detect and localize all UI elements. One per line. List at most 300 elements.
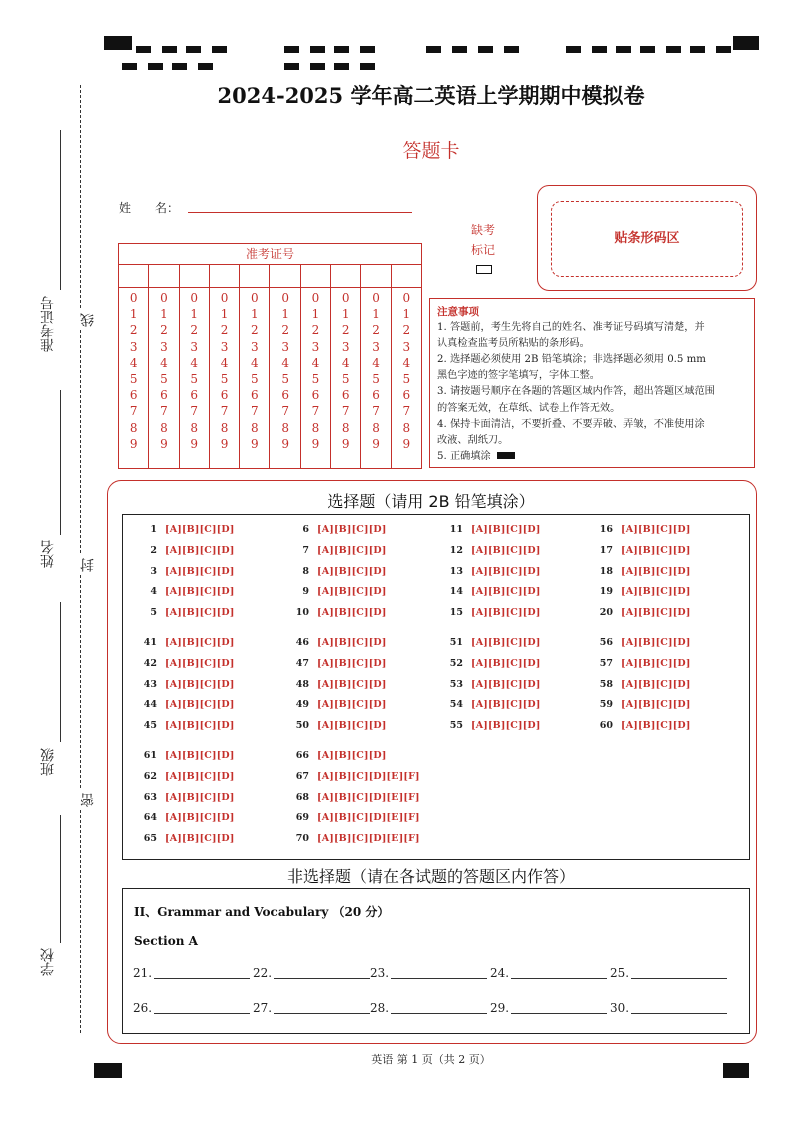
answer-options[interactable]: [A][B][C][D] xyxy=(621,607,691,619)
question-number: 20 xyxy=(599,607,613,619)
absent-mark-box[interactable] xyxy=(476,265,492,274)
blank-answer xyxy=(610,1001,727,1015)
question-number: 55 xyxy=(449,720,463,732)
exam-id-digit-bubble[interactable]: 0 xyxy=(341,291,350,305)
question-number: 45 xyxy=(143,720,157,732)
answer-options[interactable]: [A][B][C][D] xyxy=(317,699,387,711)
exam-id-digit-bubble[interactable]: 9 xyxy=(160,436,168,451)
exam-id-digit-bubble[interactable]: 5 xyxy=(190,372,199,387)
exam-id-digit-bubble[interactable]: 7 xyxy=(190,404,199,419)
question-row xyxy=(289,833,420,844)
exam-id-digit-bubble[interactable]: 2 xyxy=(251,323,259,338)
question-row xyxy=(443,607,541,618)
exam-id-digit-bubble[interactable]: 4 xyxy=(311,355,320,370)
answer-options[interactable]: [A][B][C][D] xyxy=(471,544,541,556)
question-row xyxy=(137,545,235,556)
blank-answer-line[interactable] xyxy=(274,1013,370,1014)
exam-id-digit-bubble[interactable]: 2 xyxy=(341,323,350,338)
question-number: 53 xyxy=(449,678,463,690)
exam-id-digit-bubble[interactable]: 9 xyxy=(311,436,320,451)
answer-options[interactable]: [A][B][C][D] xyxy=(317,565,387,577)
answer-options[interactable]: [A][B][C][D] xyxy=(317,524,387,535)
exam-id-write-row xyxy=(119,265,421,288)
exam-id-write-cell[interactable] xyxy=(331,265,361,287)
exam-id-digit-bubble[interactable]: 1 xyxy=(251,307,259,322)
question-row xyxy=(289,586,387,597)
exam-id-digit-bubble[interactable]: 0 xyxy=(311,291,320,305)
exam-id-digit-bubble[interactable]: 8 xyxy=(190,420,199,435)
answer-options[interactable]: [A][B][C][D] xyxy=(317,544,387,556)
blank-answer-line[interactable] xyxy=(511,1013,607,1014)
exam-id-digit-bubble[interactable]: 6 xyxy=(372,388,380,403)
exam-id-digit-bubble[interactable]: 1 xyxy=(160,307,168,322)
notes-lines xyxy=(437,320,747,449)
question-number: 43 xyxy=(143,678,157,690)
notes-line: 的答案无效，在草纸、试卷上作答无效。 xyxy=(437,402,621,414)
exam-id-digit-bubble[interactable]: 8 xyxy=(311,420,320,435)
section-a-heading: Section A xyxy=(134,934,198,948)
answer-options[interactable]: [A][B][C][D] xyxy=(471,586,541,598)
side-label-class: 班级 xyxy=(40,748,56,776)
exam-id-digit-bubble[interactable]: 2 xyxy=(160,323,168,338)
question-number: 4 xyxy=(150,586,157,598)
answer-options[interactable]: [A][B][C][D] xyxy=(317,720,387,732)
timing-mark xyxy=(284,63,299,70)
exam-id-digit-bubble[interactable]: 9 xyxy=(190,436,199,451)
blank-answer-line[interactable] xyxy=(391,1013,487,1014)
barcode-area[interactable]: 贴条形码区 xyxy=(551,201,743,277)
side-underline-name xyxy=(60,390,61,535)
timing-mark xyxy=(616,46,631,53)
answer-options[interactable]: [A][B][C][D] xyxy=(165,657,235,669)
blank-number: 22. xyxy=(253,966,273,980)
exam-id-digit-bubble[interactable]: 3 xyxy=(160,339,168,354)
answer-options[interactable]: [A][B][C][D] xyxy=(165,607,235,619)
question-row xyxy=(137,524,235,535)
answer-options[interactable]: [A][B][C][D] xyxy=(165,565,235,577)
exam-id-digit-bubble[interactable]: 4 xyxy=(160,355,168,370)
answer-options[interactable]: [A][B][C][D] xyxy=(621,586,691,598)
exam-id-digit-bubble[interactable]: 8 xyxy=(220,420,229,435)
timing-mark xyxy=(592,46,607,53)
exam-id-digit-bubble[interactable]: 3 xyxy=(372,339,380,354)
question-number: 12 xyxy=(449,544,463,556)
exam-id-digit-bubble[interactable]: 2 xyxy=(402,323,411,338)
exam-id-digit-bubble[interactable]: 7 xyxy=(129,404,138,419)
notes-line: 改液、刮纸刀。 xyxy=(437,434,509,446)
blank-answer-line[interactable] xyxy=(631,1013,727,1014)
exam-id-digit-bubble[interactable]: 2 xyxy=(190,323,199,338)
answer-options[interactable]: [A][B][C][D] xyxy=(471,657,541,669)
answer-options[interactable]: [A][B][C][D] xyxy=(621,565,691,577)
exam-id-digit-bubble[interactable]: 4 xyxy=(251,355,259,370)
exam-id-digit-bubble[interactable]: 9 xyxy=(251,436,259,451)
exam-id-digit-bubble[interactable]: 6 xyxy=(220,388,229,403)
question-number: 6 xyxy=(302,524,309,535)
exam-id-column xyxy=(210,288,240,468)
answer-options[interactable]: [A][B][C][D] xyxy=(317,657,387,669)
exam-id-digit-bubble[interactable]: 0 xyxy=(251,291,259,305)
timing-mark xyxy=(310,63,325,70)
exam-id-digit-bubble[interactable]: 1 xyxy=(129,307,138,322)
grammar-heading: II、Grammar and Vocabulary （20 分） xyxy=(134,905,390,919)
blank-number: 28. xyxy=(370,1001,390,1015)
exam-id-write-cell[interactable] xyxy=(301,265,331,287)
question-row xyxy=(443,699,541,710)
exam-id-digit-bubble[interactable]: 2 xyxy=(220,323,229,338)
exam-id-digit-bubble[interactable]: 5 xyxy=(341,372,350,387)
exam-id-digit-bubble[interactable]: 7 xyxy=(341,404,350,419)
timing-mark xyxy=(666,46,681,53)
question-row xyxy=(289,607,387,618)
exam-id-digit-bubble[interactable]: 1 xyxy=(281,307,289,322)
exam-id-digit-bubble[interactable]: 4 xyxy=(129,355,138,370)
exam-id-write-cell[interactable] xyxy=(210,265,240,287)
question-row xyxy=(137,771,235,782)
exam-id-digit-columns xyxy=(119,288,421,468)
question-number: 59 xyxy=(599,699,613,711)
blank-answer xyxy=(133,966,250,980)
exam-id-digit-bubble[interactable]: 1 xyxy=(372,307,380,322)
question-number: 42 xyxy=(143,657,157,669)
exam-id-digit-bubble[interactable]: 6 xyxy=(341,388,350,403)
answer-options[interactable]: [A][B][C][D] xyxy=(165,699,235,711)
timing-mark xyxy=(122,63,137,70)
question-number: 11 xyxy=(449,524,463,535)
question-row xyxy=(593,607,691,618)
exam-id-digit-bubble[interactable]: 4 xyxy=(281,355,289,370)
exam-id-digit-bubble[interactable]: 5 xyxy=(311,372,320,387)
timing-mark xyxy=(334,46,349,53)
question-row xyxy=(593,586,691,597)
timing-mark xyxy=(716,46,731,53)
exam-id-digit-bubble[interactable]: 8 xyxy=(251,420,259,435)
answer-options[interactable]: [A][B][C][D] xyxy=(317,750,387,761)
exam-id-digit-bubble[interactable]: 9 xyxy=(402,436,411,451)
answer-options[interactable]: [A][B][C][D] xyxy=(165,791,235,803)
exam-id-column xyxy=(270,288,300,468)
exam-id-digit-bubble[interactable]: 4 xyxy=(372,355,380,370)
timing-mark xyxy=(640,46,655,53)
blank-number: 29. xyxy=(490,1001,510,1015)
question-row xyxy=(443,524,541,535)
blank-answer xyxy=(370,1001,487,1015)
exam-id-digit-bubble[interactable]: 5 xyxy=(160,372,168,387)
question-number: 61 xyxy=(143,750,157,761)
exam-id-write-cell[interactable] xyxy=(240,265,270,287)
question-row xyxy=(289,524,387,535)
exam-id-digit-bubble[interactable]: 7 xyxy=(281,404,289,419)
answer-options[interactable]: [A][B][C][D] xyxy=(165,637,235,648)
exam-id-digit-bubble[interactable]: 9 xyxy=(372,436,380,451)
choice-section-title: 选择题（请用 2B 铅笔填涂） xyxy=(327,492,535,511)
answer-options[interactable]: [A][B][C][D] xyxy=(317,607,387,619)
timing-mark xyxy=(172,63,187,70)
name-label: 姓 名： xyxy=(119,201,180,215)
answer-options[interactable]: [A][B][C][D] xyxy=(165,720,235,732)
exam-id-digit-bubble[interactable]: 0 xyxy=(372,291,380,305)
question-number: 60 xyxy=(599,720,613,732)
side-mark-seal: 封 xyxy=(78,555,98,575)
question-number: 46 xyxy=(295,637,309,648)
notes-line: 2. 选择题必须使用 2B 铅笔填涂；非选择题必须用 0.5 mm xyxy=(437,354,706,366)
question-number: 1 xyxy=(150,524,157,535)
question-number: 41 xyxy=(143,637,157,648)
exam-id-digit-bubble[interactable]: 8 xyxy=(129,420,138,435)
question-row xyxy=(137,658,235,669)
exam-id-column xyxy=(392,288,421,468)
notes-last-line: 5. 正确填涂 xyxy=(437,450,491,462)
question-number: 65 xyxy=(143,833,157,845)
exam-id-digit-bubble[interactable]: 1 xyxy=(311,307,320,322)
exam-id-digit-bubble[interactable]: 7 xyxy=(372,404,380,419)
exam-id-digit-bubble[interactable]: 5 xyxy=(372,372,380,387)
question-number: 63 xyxy=(143,791,157,803)
question-row xyxy=(289,566,387,577)
answer-options[interactable]: [A][B][C][D] xyxy=(165,524,235,535)
question-row xyxy=(443,586,541,597)
side-underline-class xyxy=(60,602,61,742)
question-row xyxy=(137,586,235,597)
notes-line: 认真检查监考员所粘贴的条形码。 xyxy=(437,338,590,350)
absent-label-line2: 标记 xyxy=(470,243,495,257)
question-number: 51 xyxy=(449,637,463,648)
exam-id-write-cell[interactable] xyxy=(119,265,149,287)
exam-id-digit-bubble[interactable]: 0 xyxy=(220,291,229,305)
question-row xyxy=(289,658,387,669)
exam-id-digit-bubble[interactable]: 2 xyxy=(129,323,138,338)
question-row xyxy=(593,524,691,535)
question-row xyxy=(137,679,235,690)
exam-id-digit-bubble[interactable]: 8 xyxy=(402,420,411,435)
question-row xyxy=(593,545,691,556)
question-row xyxy=(137,607,235,618)
question-number: 48 xyxy=(295,678,309,690)
question-number: 56 xyxy=(599,637,613,648)
answer-options[interactable]: [A][B][C][D] xyxy=(317,678,387,690)
exam-id-digit-bubble[interactable]: 9 xyxy=(341,436,350,451)
question-number: 50 xyxy=(295,720,309,732)
exam-id-digit-bubble[interactable]: 6 xyxy=(160,388,168,403)
answer-options[interactable]: [A][B][C][D] xyxy=(621,657,691,669)
answer-options[interactable]: [A][B][C][D][E][F] xyxy=(317,791,420,803)
exam-id-digit-bubble[interactable]: 7 xyxy=(402,404,411,419)
question-row xyxy=(137,750,235,761)
question-number: 2 xyxy=(150,544,157,556)
blank-answer xyxy=(490,1001,607,1015)
exam-id-digit-bubble[interactable]: 9 xyxy=(220,436,229,451)
exam-id-digit-bubble[interactable]: 3 xyxy=(402,339,411,354)
exam-id-column xyxy=(180,288,210,468)
notes-line: 3. 请按题号顺序在各题的答题区域内作答，超出答题区域范围 xyxy=(437,386,715,398)
exam-id-digit-bubble[interactable]: 3 xyxy=(220,339,229,354)
answer-options[interactable]: [A][B][C][D] xyxy=(621,637,691,648)
exam-id-digit-bubble[interactable]: 1 xyxy=(220,307,229,322)
answer-options[interactable]: [A][B][C][D] xyxy=(165,750,235,761)
answer-options[interactable]: [A][B][C][D] xyxy=(471,607,541,619)
exam-id-column xyxy=(301,288,331,468)
answer-options[interactable]: [A][B][C][D] xyxy=(471,565,541,577)
answer-options[interactable]: [A][B][C][D] xyxy=(165,678,235,690)
question-row xyxy=(593,658,691,669)
answer-options[interactable]: [A][B][C][D] xyxy=(471,637,541,648)
registration-mark-top-right xyxy=(733,36,759,50)
answer-options[interactable]: [A][B][C][D] xyxy=(471,678,541,690)
exam-id-digit-bubble[interactable]: 4 xyxy=(190,355,199,370)
question-number: 44 xyxy=(143,699,157,711)
exam-id-digit-bubble[interactable]: 5 xyxy=(129,372,138,387)
exam-id-column xyxy=(119,288,149,468)
blank-answer-line[interactable] xyxy=(631,978,727,979)
exam-id-digit-bubble[interactable]: 6 xyxy=(251,388,259,403)
question-number: 7 xyxy=(302,544,309,556)
question-row xyxy=(593,720,691,731)
exam-id-digit-bubble[interactable]: 1 xyxy=(190,307,199,322)
blank-answer-line[interactable] xyxy=(274,978,370,979)
exam-id-digit-bubble[interactable]: 1 xyxy=(341,307,350,322)
exam-id-digit-bubble[interactable]: 9 xyxy=(281,436,289,451)
blank-answer xyxy=(610,966,727,980)
answer-options[interactable]: [A][B][C][D] xyxy=(471,699,541,711)
answer-options[interactable]: [A][B][C][D] xyxy=(471,524,541,535)
exam-id-digit-bubble[interactable]: 4 xyxy=(220,355,229,370)
registration-mark-top-left xyxy=(104,36,132,50)
exam-id-digit-bubble[interactable]: 2 xyxy=(311,323,320,338)
blank-answer-line[interactable] xyxy=(511,978,607,979)
answer-options[interactable]: [A][B][C][D][E][F] xyxy=(317,770,420,782)
exam-id-digit-bubble[interactable]: 8 xyxy=(341,420,350,435)
exam-id-digit-bubble[interactable]: 4 xyxy=(341,355,350,370)
answer-options[interactable]: [A][B][C][D][E][F] xyxy=(317,833,420,845)
exam-id-write-cell[interactable] xyxy=(180,265,210,287)
answer-options[interactable]: [A][B][C][D] xyxy=(317,637,387,648)
exam-id-digit-bubble[interactable]: 6 xyxy=(402,388,411,403)
exam-id-digit-bubble[interactable]: 4 xyxy=(402,355,411,370)
question-row xyxy=(443,679,541,690)
exam-id-digit-bubble[interactable]: 5 xyxy=(251,372,259,387)
exam-id-digit-bubble[interactable]: 9 xyxy=(129,436,138,451)
exam-id-digit-bubble[interactable]: 5 xyxy=(402,372,411,387)
exam-id-digit-bubble[interactable]: 3 xyxy=(281,339,289,354)
answer-options[interactable]: [A][B][C][D] xyxy=(165,812,235,824)
question-row xyxy=(443,720,541,731)
answer-options[interactable]: [A][B][C][D] xyxy=(165,586,235,598)
timing-mark xyxy=(360,46,375,53)
timing-mark xyxy=(284,46,299,53)
exam-id-digit-bubble[interactable]: 3 xyxy=(311,339,320,354)
exam-id-digit-bubble[interactable]: 2 xyxy=(281,323,289,338)
blank-answer xyxy=(370,966,487,980)
exam-id-digit-bubble[interactable]: 5 xyxy=(281,372,289,387)
exam-id-digit-bubble[interactable]: 0 xyxy=(190,291,199,305)
page-title: 2024-2025 学年高二英语上学期期中模拟卷 xyxy=(217,83,645,108)
question-row xyxy=(443,637,541,648)
exam-id-digit-bubble[interactable]: 7 xyxy=(251,404,259,419)
name-field[interactable] xyxy=(188,212,412,213)
exam-id-digit-bubble[interactable]: 3 xyxy=(190,339,199,354)
exam-id-digit-bubble[interactable]: 6 xyxy=(281,388,289,403)
timing-mark xyxy=(566,46,581,53)
exam-id-digit-bubble[interactable]: 6 xyxy=(129,388,138,403)
question-row xyxy=(443,566,541,577)
exam-id-digit-bubble[interactable]: 5 xyxy=(220,372,229,387)
non-choice-section-title: 非选择题（请在各试题的答题区内作答） xyxy=(286,867,575,886)
answer-options[interactable]: [A][B][C][D] xyxy=(165,544,235,556)
timing-mark xyxy=(198,63,213,70)
question-number: 58 xyxy=(599,678,613,690)
blank-answer-line[interactable] xyxy=(154,1013,250,1014)
exam-id-write-cell[interactable] xyxy=(361,265,391,287)
question-row xyxy=(593,699,691,710)
answer-options[interactable]: [A][B][C][D] xyxy=(471,720,541,732)
exam-id-digit-bubble[interactable]: 8 xyxy=(372,420,380,435)
blank-answer xyxy=(253,1001,370,1015)
question-number: 19 xyxy=(599,586,613,598)
exam-id-write-cell[interactable] xyxy=(392,265,421,287)
question-row xyxy=(593,637,691,648)
notes-box xyxy=(429,298,755,468)
exam-id-digit-bubble[interactable]: 7 xyxy=(311,404,320,419)
timing-mark xyxy=(452,46,467,53)
exam-id-digit-bubble[interactable]: 8 xyxy=(281,420,289,435)
timing-mark xyxy=(690,46,705,53)
timing-mark xyxy=(162,46,177,53)
answer-options[interactable]: [A][B][C][D] xyxy=(621,720,691,732)
exam-id-label: 准考证号 xyxy=(119,244,421,265)
exam-id-column xyxy=(361,288,391,468)
question-row xyxy=(443,545,541,556)
answer-options[interactable]: [A][B][C][D] xyxy=(621,678,691,690)
exam-id-digit-bubble[interactable]: 0 xyxy=(129,291,138,305)
exam-id-column xyxy=(149,288,179,468)
exam-id-digit-bubble[interactable]: 0 xyxy=(281,291,289,305)
question-number: 62 xyxy=(143,770,157,782)
exam-id-digit-bubble[interactable]: 3 xyxy=(341,339,350,354)
exam-id-digit-bubble[interactable]: 3 xyxy=(251,339,259,354)
answer-options[interactable]: [A][B][C][D] xyxy=(317,586,387,598)
question-row xyxy=(137,812,235,823)
exam-id-digit-bubble[interactable]: 3 xyxy=(129,339,138,354)
exam-id-digit-bubble[interactable]: 1 xyxy=(402,307,411,322)
answer-options[interactable]: [A][B][C][D][E][F] xyxy=(317,812,420,824)
exam-id-digit-bubble[interactable]: 0 xyxy=(402,291,411,305)
exam-id-digit-bubble[interactable]: 6 xyxy=(190,388,199,403)
exam-id-write-cell[interactable] xyxy=(149,265,179,287)
answer-options[interactable]: [A][B][C][D] xyxy=(165,833,235,845)
notes-line: 黑色字迹的签字笔填写，字体工整。 xyxy=(437,370,600,382)
notes-line-fill-sample xyxy=(437,449,747,465)
timing-mark xyxy=(426,46,441,53)
answer-options[interactable]: [A][B][C][D] xyxy=(621,699,691,711)
exam-id-digit-bubble[interactable]: 2 xyxy=(372,323,380,338)
blank-answer-line[interactable] xyxy=(154,978,250,979)
exam-id-digit-bubble[interactable]: 8 xyxy=(160,420,168,435)
timing-mark xyxy=(334,63,349,70)
question-row xyxy=(289,679,387,690)
exam-id-digit-bubble[interactable]: 7 xyxy=(220,404,229,419)
exam-id-digit-bubble[interactable]: 0 xyxy=(160,291,168,305)
exam-id-digit-bubble[interactable]: 7 xyxy=(160,404,168,419)
answer-options[interactable]: [A][B][C][D] xyxy=(621,524,691,535)
side-underline-exam-no xyxy=(60,130,61,290)
timing-mark xyxy=(148,63,163,70)
exam-id-digit-bubble[interactable]: 6 xyxy=(311,388,320,403)
blank-answer-line[interactable] xyxy=(391,978,487,979)
answer-options[interactable]: [A][B][C][D] xyxy=(621,544,691,556)
question-row xyxy=(137,699,235,710)
answer-options[interactable]: [A][B][C][D] xyxy=(165,770,235,782)
exam-id-write-cell[interactable] xyxy=(270,265,300,287)
